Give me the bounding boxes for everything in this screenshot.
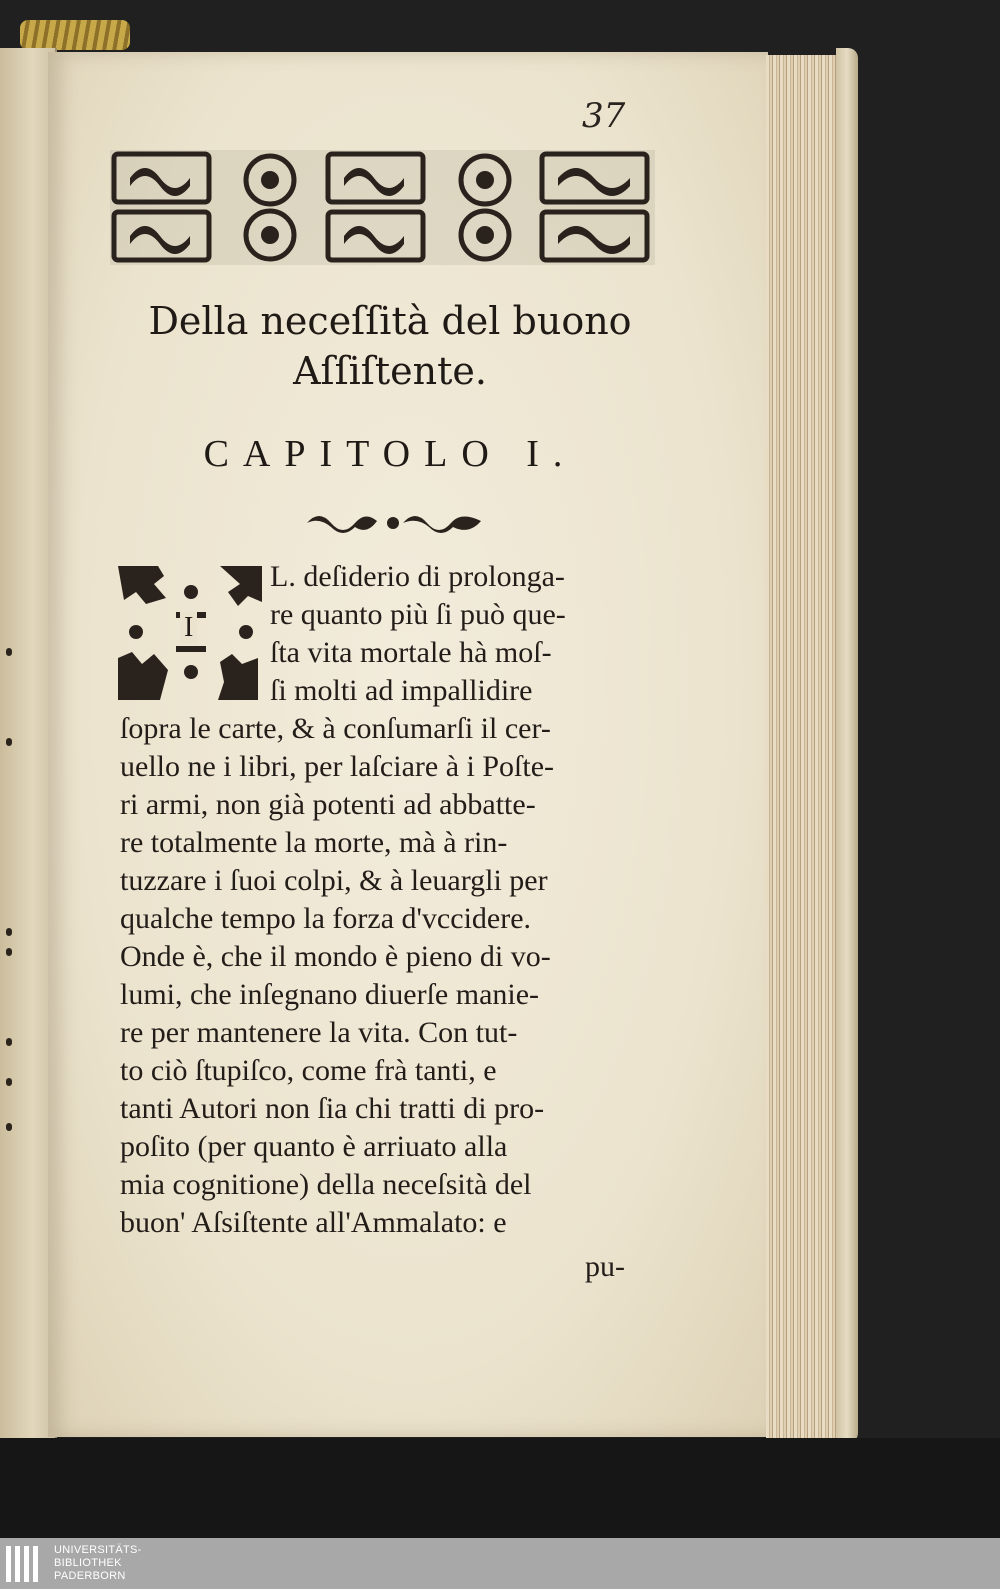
logo-line-3: PADERBORN [54,1570,126,1582]
text-line: mia cognitione) della neceſsità del [120,1168,532,1201]
bookmark-ribbon [20,20,130,50]
title-line-1: Della neceſſità del buono [148,299,632,343]
page-block-edges [766,55,840,1440]
library-footer-bar [0,1538,1000,1589]
text-line: re per mantenere la vita. Con tut- [120,1016,518,1049]
text-line: re totalmente la morte, mà à rin- [120,826,508,859]
text-line: poſito (per quanto è arriuato alla [120,1130,508,1163]
text-line: ſopra le carte, & à conſumarſi il cer- [120,712,551,745]
text-line: buon' Aſsiſtente all'Ammalato: e [120,1206,507,1239]
library-logo-text [54,1544,142,1583]
initial-letter: I [180,612,197,644]
chapter-title [100,296,680,396]
text-line: qualche tempo la forza d'vccidere. [120,902,532,935]
text-line: L. deſiderio di prolonga- [270,560,565,593]
body-text [120,558,680,1242]
text-line: re quanto più ſi può que- [270,598,566,631]
scan-background [0,1438,1000,1538]
logo-line-1: UNIVERSITÄTS- [54,1544,142,1556]
text-line: lumi, che inſegnano diuerſe manie- [120,978,540,1011]
chapter-heading: CAPITOLO I. [203,433,577,475]
bleed-marks [6,48,26,1440]
library-logo-icon [6,1546,46,1582]
text-line: tuzzare i ſuoi colpi, & à leuargli per [120,864,548,897]
text-line: tanti Autori non ſia chi tratti di pro- [120,1092,545,1125]
decorative-headpiece [110,150,655,265]
text-line: ſta vita mortale hà moſ- [270,636,552,669]
text-line: to ciò ſtupiſco, come frà tanti, e [120,1054,497,1087]
fleuron-ornament [305,508,485,538]
title-line-2: Aſſiſtente. [293,349,487,393]
catchword: pu- [585,1250,625,1283]
text-line: uello ne i libri, per laſciare à i Poſte- [120,750,555,783]
text-line: Onde è, che il mondo è pieno di vo- [120,940,551,973]
logo-line-2: BIBLIOTHEK [54,1557,122,1569]
cover-edge [836,48,858,1443]
text-line: ſi molti ad impallidire [270,674,533,707]
page-number: 37 [582,96,626,136]
text-line: ri armi, non già potenti ad abbatte- [120,788,536,821]
